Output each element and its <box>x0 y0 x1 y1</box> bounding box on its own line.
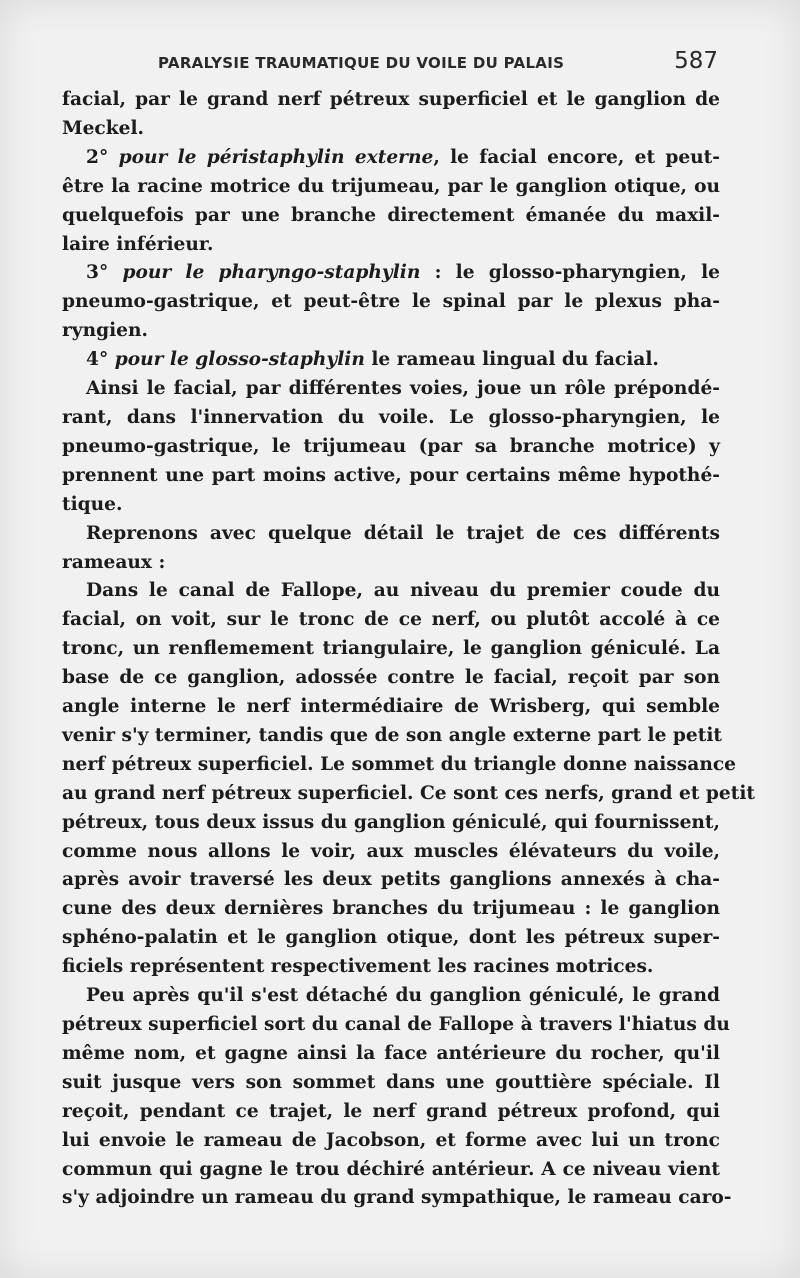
text-line: même nom, et gagne ainsi la face antérieure du rocher, qu'il <box>62 1042 720 1064</box>
text-line: lui envoie le rameau de Jacobson, et forme avec lui un tronc <box>62 1129 720 1151</box>
text-line: angle interne le nerf intermédiaire de Wrisberg, qui semble <box>62 696 720 718</box>
text-line: tique. <box>62 493 123 515</box>
text-line: venir s'y terminer, tandis que de son angle externe part le petit <box>62 724 722 746</box>
text-line: Meckel. <box>62 117 144 139</box>
text-line: pétreux superficiel sort du canal de Fallope à travers l'hiatus du <box>62 1014 730 1035</box>
text-line: Dans le canal de Fallope, au niveau du premier coude du <box>86 580 720 602</box>
text-line: pneumo-gastrique, le trijumeau (par sa branche motrice) y <box>62 435 720 457</box>
text-line: s'y adjoindre un rameau du grand sympathique, le rameau caro- <box>62 1187 732 1209</box>
item-text: , le facial encore, et peut- <box>433 146 720 168</box>
text-line: laire inférieur. <box>62 233 214 255</box>
item-term: pour le péristaphylin externe <box>118 146 434 168</box>
text-line: facial, on voit, sur le tronc de ce nerf, ou plutôt accolé à ce <box>62 609 720 631</box>
text-line: après avoir traversé les deux petits ganglions annexés à cha- <box>62 869 720 891</box>
text-line: nerf pétreux superficiel. Le sommet du triangle donne naissance <box>62 753 736 775</box>
text-line: cune des deux dernières branches du trijumeau : le ganglion <box>62 898 720 920</box>
text-line: au grand nerf pétreux superficiel. Ce sont ces nerfs, grand et petit <box>62 782 755 804</box>
degree-mark: ° <box>98 146 109 168</box>
item-number: 4° <box>86 349 115 371</box>
body-text <box>62 86 755 1213</box>
text-line: sphéno-palatin et le ganglion otique, dont les pétreux super- <box>62 927 720 949</box>
text-line: reçoit, pendant ce trajet, le nerf grand pétreux profond, qui <box>62 1100 720 1122</box>
text-line: pétreux, tous deux issus du ganglion géniculé, qui fournissent, <box>62 811 720 833</box>
item-number: 3° <box>86 262 123 284</box>
text-line: suit jusque vers son sommet dans une gouttière spéciale. Il <box>62 1071 720 1093</box>
list-item-4 <box>62 346 720 375</box>
text-line: rant, dans l'innervation du voile. Le glosso-pharyngien, le <box>62 406 720 428</box>
item-number: 2 <box>86 146 99 168</box>
page-number: 587 <box>674 48 718 74</box>
text-line: pneumo-gastrique, et peut-être le spinal par le plexus pha- <box>62 291 720 313</box>
list-item-3 <box>62 259 720 288</box>
list-item-2 <box>62 144 720 173</box>
text-line: quelquefois par une branche directement émanée du maxil- <box>62 204 720 226</box>
text-line: Peu après qu'il s'est détaché du ganglion géniculé, le grand <box>86 985 720 1007</box>
item-term: pour le pharyngo-staphylin <box>122 262 421 284</box>
text-line: commun qui gagne le trou déchiré antérieur. A ce niveau vient <box>62 1158 720 1180</box>
text-line: ficiels représentent respectivement les racines motrices. <box>62 956 654 978</box>
text-line: Ainsi le facial, par différentes voies, joue un rôle prépondé- <box>86 378 720 400</box>
item-text: le rameau lingual du facial. <box>364 349 659 371</box>
text-line: comme nous allons le voir, aux muscles élévateurs du voile, <box>62 840 720 862</box>
item-term: pour le glosso-staphylin <box>114 349 365 371</box>
text-line: prennent une part moins active, pour certains même hypothé- <box>62 464 720 486</box>
text-line: facial, par le grand nerf pétreux superficiel et le ganglion de <box>62 89 720 110</box>
text-line: tronc, un renflemement triangulaire, le ganglion géniculé. La <box>62 638 720 660</box>
text-line: être la racine motrice du trijumeau, par le ganglion otique, ou <box>62 175 720 197</box>
text-line: rameaux : <box>62 551 166 573</box>
text-line: base de ce ganglion, adossée contre le facial, reçoit par son <box>62 667 720 689</box>
text-line: Reprenons avec quelque détail le trajet de ces différents <box>86 522 720 544</box>
text-line: ryngien. <box>62 320 149 342</box>
running-title: PARALYSIE TRAUMATIQUE DU VOILE DU PALAIS <box>158 54 565 72</box>
item-text: : le glosso-pharyngien, le <box>420 262 720 284</box>
